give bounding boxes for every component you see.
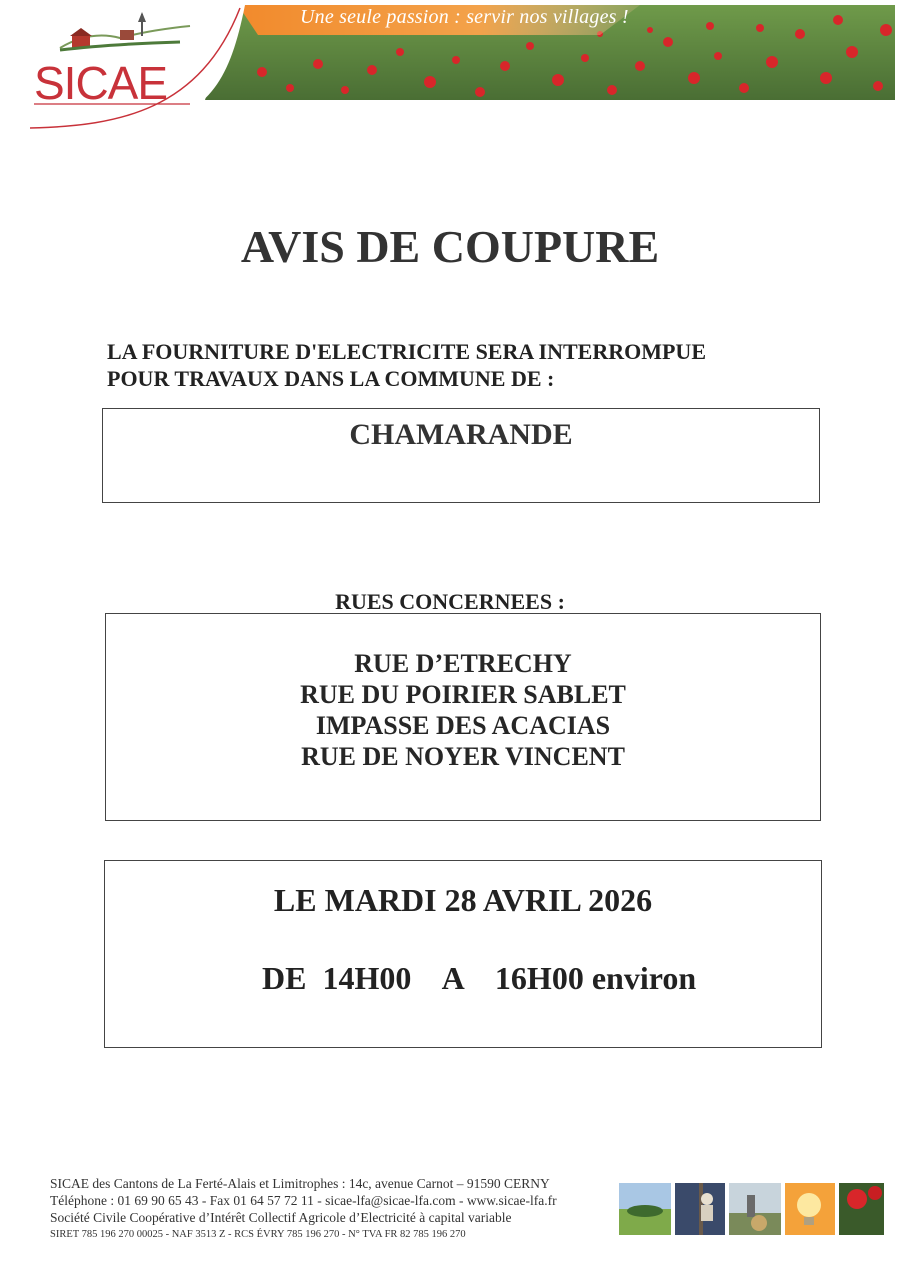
notice-title: AVIS DE COUPURE — [240, 221, 660, 272]
footer-info — [50, 1175, 557, 1243]
photo-lineworker — [675, 1183, 725, 1235]
street-item: RUE D’ETRECHY — [354, 649, 572, 678]
sicae-logo: SICAE — [34, 57, 168, 109]
commune-name: CHAMARANDE — [349, 418, 573, 451]
footer-legal: Société Civile Coopérative d’Intérêt Collectif Agricole d’Electricité à capital variable — [50, 1210, 512, 1225]
photo-poppy — [839, 1183, 884, 1235]
time-to-label: A — [441, 960, 463, 996]
outage-time — [262, 960, 696, 997]
photo-countryside — [619, 1183, 671, 1235]
footer-contact: Téléphone : 01 69 90 65 43 - Fax 01 64 57 72 11 - sicae-lfa@sicae-lfa.com - www.sicae-lfa.fr — [50, 1193, 557, 1208]
time-suffix: environ — [591, 960, 697, 996]
street-item: RUE DE NOYER VINCENT — [301, 742, 625, 771]
time-to: 16H00 — [494, 960, 584, 996]
photo-village — [729, 1183, 781, 1235]
intro-line-1: LA FOURNITURE D'ELECTRICITE SERA INTERROMPUE — [107, 339, 706, 364]
outage-date: LE MARDI 28 AVRIL 2026 — [273, 882, 653, 918]
street-item: IMPASSE DES ACACIAS — [315, 711, 611, 740]
tagline: Une seule passion : servir nos villages ! — [300, 6, 629, 28]
time-from-label: DE — [262, 960, 307, 996]
photo-lightbulb — [785, 1183, 835, 1235]
intro-text — [107, 338, 706, 392]
footer-registration: SIRET 785 196 270 00025 - NAF 3513 Z - RCS ÉVRY 785 196 270 - N° TVA FR 82 785 196 270 — [50, 1229, 466, 1240]
footer-address: SICAE des Cantons de La Ferté-Alais et Limitrophes : 14c, avenue Carnot – 91590 CERNY — [50, 1176, 550, 1191]
footer-photo-strip — [619, 1183, 884, 1235]
time-from: 14H00 — [322, 960, 412, 996]
streets-list — [105, 648, 821, 772]
streets-label: RUES CONCERNEES : — [335, 589, 565, 614]
intro-line-2: POUR TRAVAUX DANS LA COMMUNE DE : — [107, 366, 555, 391]
street-item: RUE DU POIRIER SABLET — [300, 680, 626, 709]
